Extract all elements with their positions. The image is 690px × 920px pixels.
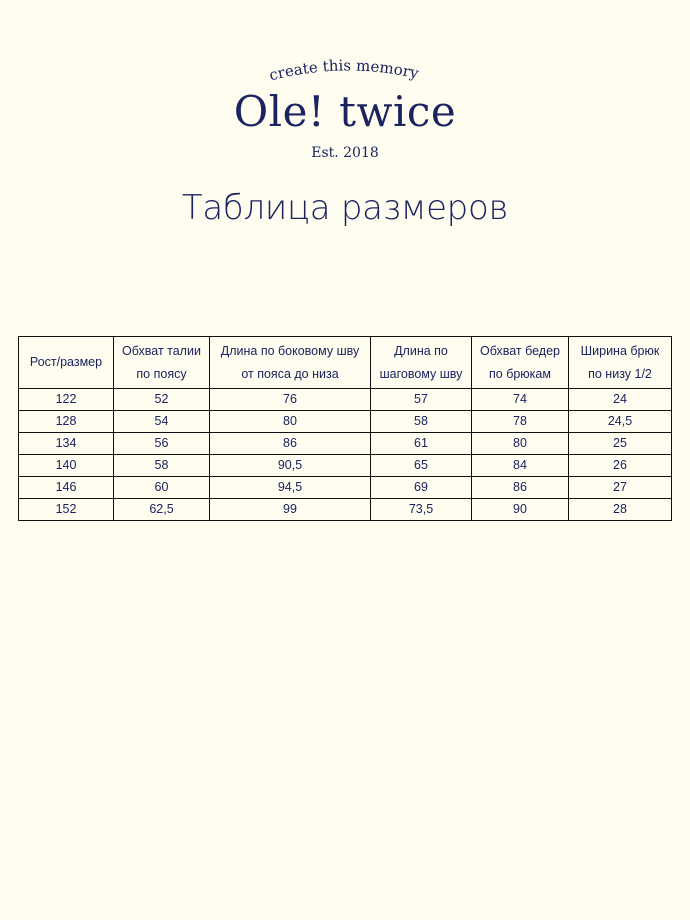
table-row: [19, 499, 672, 521]
table-cell: 146: [19, 477, 114, 499]
header-hips: Обхват бедер по брюкам: [472, 337, 569, 389]
table-row: [19, 455, 672, 477]
table-cell: 80: [210, 411, 371, 433]
table-cell: 25: [569, 433, 672, 455]
table-cell: 74: [472, 389, 569, 411]
size-table-header-row: [19, 337, 672, 389]
table-cell: 57: [371, 389, 472, 411]
brand-logo: [0, 0, 690, 170]
table-cell: 24,5: [569, 411, 672, 433]
brand-name: Ole! twice: [233, 87, 457, 136]
header-waist: Обхват талии по поясу: [114, 337, 210, 389]
table-cell: 56: [114, 433, 210, 455]
table-cell: 84: [472, 455, 569, 477]
table-cell: 62,5: [114, 499, 210, 521]
table-cell: 54: [114, 411, 210, 433]
table-row: [19, 411, 672, 433]
table-cell: 128: [19, 411, 114, 433]
brand-tagline: create this memory: [267, 56, 421, 85]
header-leg-width: Ширина брюк по низу 1/2: [569, 337, 672, 389]
table-cell: 86: [472, 477, 569, 499]
size-table: [18, 336, 672, 521]
table-cell: 58: [371, 411, 472, 433]
header-height-size: Рост/размер: [19, 337, 114, 389]
table-row: [19, 389, 672, 411]
table-cell: 24: [569, 389, 672, 411]
table-cell: 90,5: [210, 455, 371, 477]
table-cell: 73,5: [371, 499, 472, 521]
table-cell: 58: [114, 455, 210, 477]
table-cell: 26: [569, 455, 672, 477]
table-cell: 60: [114, 477, 210, 499]
table-cell: 80: [472, 433, 569, 455]
table-cell: 94,5: [210, 477, 371, 499]
table-cell: 152: [19, 499, 114, 521]
table-cell: 69: [371, 477, 472, 499]
table-cell: 99: [210, 499, 371, 521]
table-cell: 28: [569, 499, 672, 521]
table-cell: 52: [114, 389, 210, 411]
table-row: [19, 477, 672, 499]
brand-established: Est. 2018: [311, 145, 379, 161]
page-title: Таблица размеров: [181, 188, 509, 228]
table-cell: 76: [210, 389, 371, 411]
table-row: [19, 433, 672, 455]
table-cell: 140: [19, 455, 114, 477]
brand-tagline-arc: [245, 50, 445, 90]
table-cell: 78: [472, 411, 569, 433]
table-cell: 61: [371, 433, 472, 455]
table-cell: 90: [472, 499, 569, 521]
table-cell: 65: [371, 455, 472, 477]
table-cell: 134: [19, 433, 114, 455]
header-inseam: Длина по шаговому шву: [371, 337, 472, 389]
header-side-length: Длина по боковому шву от пояса до низа: [210, 337, 371, 389]
table-cell: 122: [19, 389, 114, 411]
table-cell: 27: [569, 477, 672, 499]
table-cell: 86: [210, 433, 371, 455]
